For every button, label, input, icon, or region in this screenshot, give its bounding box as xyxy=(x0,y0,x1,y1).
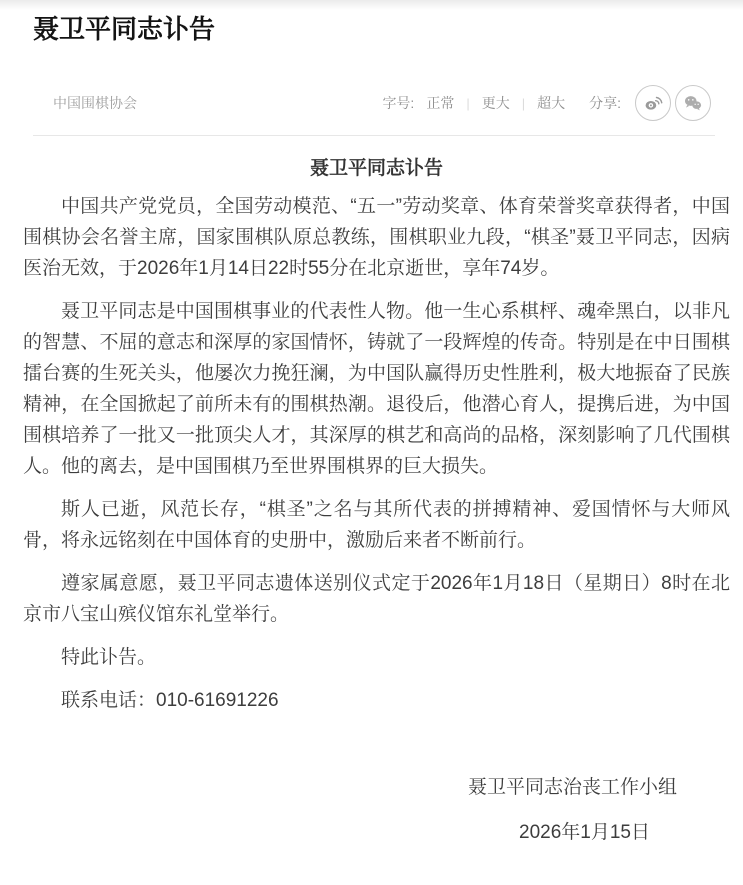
separator: | xyxy=(466,95,470,111)
article-paragraph: 聂卫平同志是中国围棋事业的代表性人物。他一生心系棋枰、魂牵黑白，以非凡的智慧、不屈的意志和深厚的家国情怀，铸就了一段辉煌的传奇。特别是在中日围棋擂台赛的生死关头，他屡次力挽狂澜，为中国队赢得历史性胜利，极大地振奋了民族精神，在全国掀起了前所未有的围棋热潮。退役后，他潜心育人，提携后进，为中国围棋培养了一批又一批顶尖人才，其深厚的棋艺和高尚的品格，深刻影响了几代围棋人。他的离去，是中国围棋乃至世界围棋界的巨大损失。 xyxy=(23,301,730,477)
article-paragraph: 中国共产党党员，全国劳动模范、“五一”劳动奖章、体育荣誉奖章获得者，中国围棋协会名誉主席，国家围棋队原总教练，围棋职业九段，“棋圣”聂卫平同志，因病医治无效，于2026年1月14日22时55分在北京逝世，享年74岁。 xyxy=(23,196,730,279)
share-weibo-button[interactable] xyxy=(635,85,671,121)
article-paragraph: 特此讣告。 xyxy=(61,647,157,668)
signature-date: 2026年1月15日 xyxy=(519,822,650,843)
signature-name: 聂卫平同志治丧工作小组 xyxy=(467,777,677,798)
font-size-largest[interactable]: 超大 xyxy=(537,95,566,111)
article-paragraph: 遵家属意愿，聂卫平同志遗体送别仪式定于2026年1月18日（星期日）8时在北京市八宝山殡仪馆东礼堂举行。 xyxy=(23,573,730,625)
font-size-label: 字号: xyxy=(382,95,415,111)
article-paragraph: 斯人已逝，风范长存，“棋圣”之名与其所代表的拼搏精神、爱国情怀与大师风骨，将永远铭刻在中国体育的史册中，激励后来者不断前行。 xyxy=(23,499,730,551)
font-size-normal[interactable]: 正常 xyxy=(426,95,455,111)
share-label: 分享: xyxy=(589,95,621,111)
article-source: 中国围棋协会 xyxy=(53,95,137,111)
wechat-icon xyxy=(683,93,703,113)
font-size-larger[interactable]: 更大 xyxy=(481,95,510,111)
top-shadow-gradient xyxy=(0,0,743,10)
toolbar xyxy=(382,85,711,121)
weibo-icon xyxy=(643,93,663,113)
divider xyxy=(33,135,715,136)
article-body xyxy=(0,159,743,848)
article-heading: 聂卫平同志讣告 xyxy=(309,158,443,179)
separator: | xyxy=(521,95,526,111)
article-paragraph: 联系电话：010-61691226 xyxy=(61,690,279,711)
share-wechat-button[interactable] xyxy=(675,85,711,121)
page-title: 聂卫平同志讣告 xyxy=(33,14,216,44)
meta-row xyxy=(0,85,743,121)
